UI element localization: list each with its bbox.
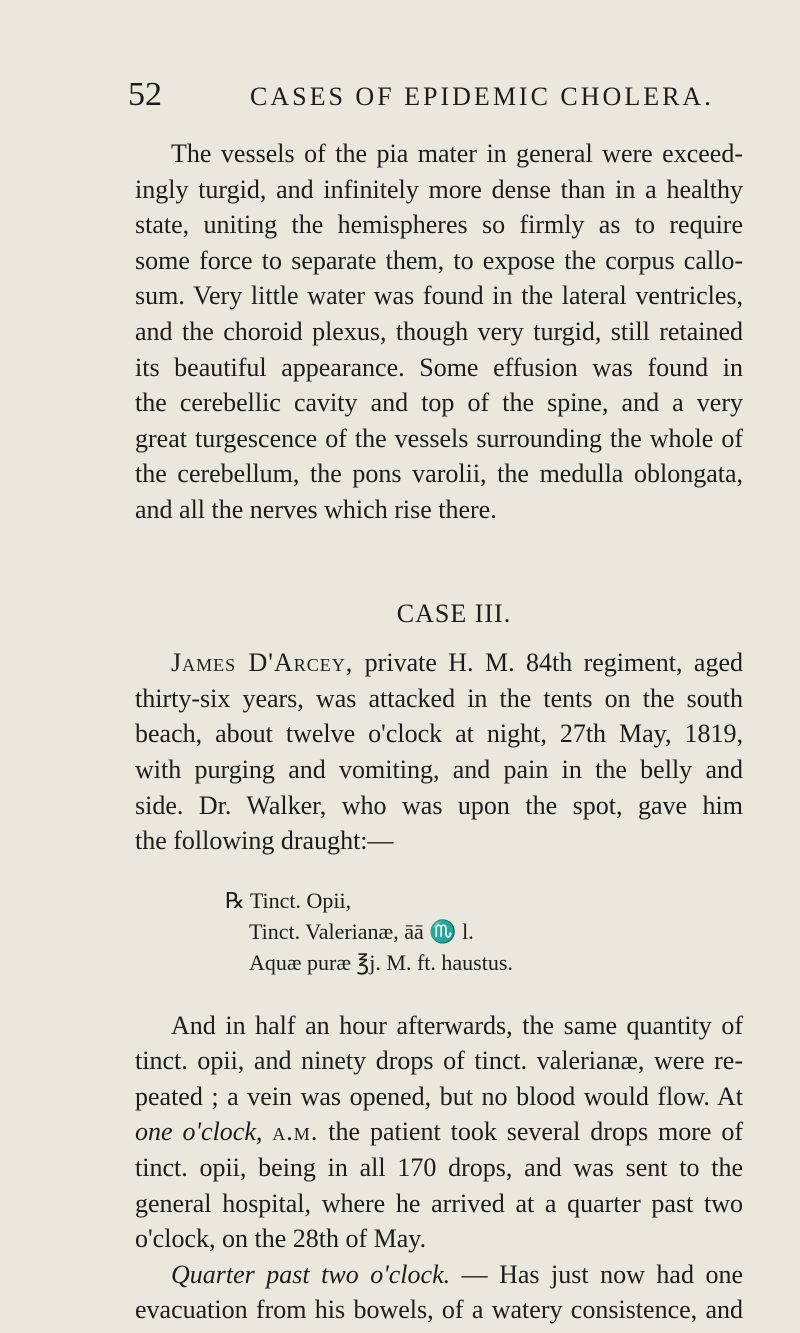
text-line: tinct. opii, being in all 170 drops, and was sent to the <box>135 1153 743 1183</box>
text-line: the following draught:— <box>135 826 394 856</box>
text-line: o'clock, on the 28th of May. <box>135 1224 427 1254</box>
time-italic: one o'clock, <box>135 1117 263 1147</box>
page-header <box>128 76 748 116</box>
prescription-line: Tinct. Valerianæ, āā ♏ l. <box>249 918 474 944</box>
text-line: tinct. opii, and ninety drops of tinct. valerianæ, were re- <box>135 1046 743 1076</box>
text-line: and all the nerves which rise there. <box>135 494 497 524</box>
text-line <box>135 1257 743 1293</box>
time-am: a.m. <box>272 1117 319 1147</box>
body-text <box>135 136 743 1328</box>
case-heading: CASE III. <box>396 598 512 628</box>
text-line: the cerebellic cavity and top of the spine, and a very <box>135 388 743 418</box>
text-line: its beautiful appearance. Some effusion was found in <box>135 352 743 382</box>
text-line <box>135 1114 743 1150</box>
text-line: general hospital, where he arrived at a quarter past two <box>135 1188 743 1218</box>
text-line: ingly turgid, and infinitely more dense than in a healthy <box>135 174 743 204</box>
text-span: — Has just now had one <box>450 1259 743 1289</box>
time-italic: Quarter past two o'clock. <box>171 1259 451 1289</box>
text-line: with purging and vomiting, and pain in the belly and <box>135 754 743 784</box>
text-span: private H. M. 84th regiment, aged <box>353 648 743 678</box>
text-line: some force to separate them, to expose the corpus callo- <box>135 245 743 275</box>
prescription-line: Aquæ puræ ℥j. M. ft. haustus. <box>249 949 513 975</box>
text-line: great turgescence of the vessels surrounding the whole of <box>135 423 743 453</box>
text-line: and the choroid plexus, though very turgid, still retained <box>135 316 743 346</box>
text-line: side. Dr. Walker, who was upon the spot, gave him <box>135 790 743 820</box>
text-line: sum. Very little water was found in the lateral ventricles, <box>135 281 743 311</box>
text-line: The vessels of the pia mater in general were exceed- <box>171 139 743 168</box>
text-line: peated ; a vein was opened, but no blood would flow. At <box>135 1081 743 1111</box>
text-line: beach, about twelve o'clock at night, 27th May, 1819, <box>135 719 743 749</box>
prescription <box>135 885 743 978</box>
text-line <box>135 645 743 681</box>
text-line: state, uniting the hemispheres so firmly as to require <box>135 210 743 240</box>
text-line: thirty-six years, was attacked in the tents on the south <box>135 683 743 713</box>
patient-name: James D'Arcey, <box>171 648 354 678</box>
text-line: the cerebellum, the pons varolii, the medulla oblongata, <box>135 459 743 489</box>
page-number: 52 <box>128 76 162 113</box>
running-head: CASES OF EPIDEMIC CHOLERA. <box>250 82 714 111</box>
text-line: evacuation from his bowels, of a watery consistence, and <box>135 1295 743 1325</box>
text-line: And in half an hour afterwards, the same quantity of <box>171 1010 743 1040</box>
prescription-line: ℞ Tinct. Opii, <box>225 887 352 913</box>
text-span: the patient took several drops more of <box>318 1117 744 1147</box>
